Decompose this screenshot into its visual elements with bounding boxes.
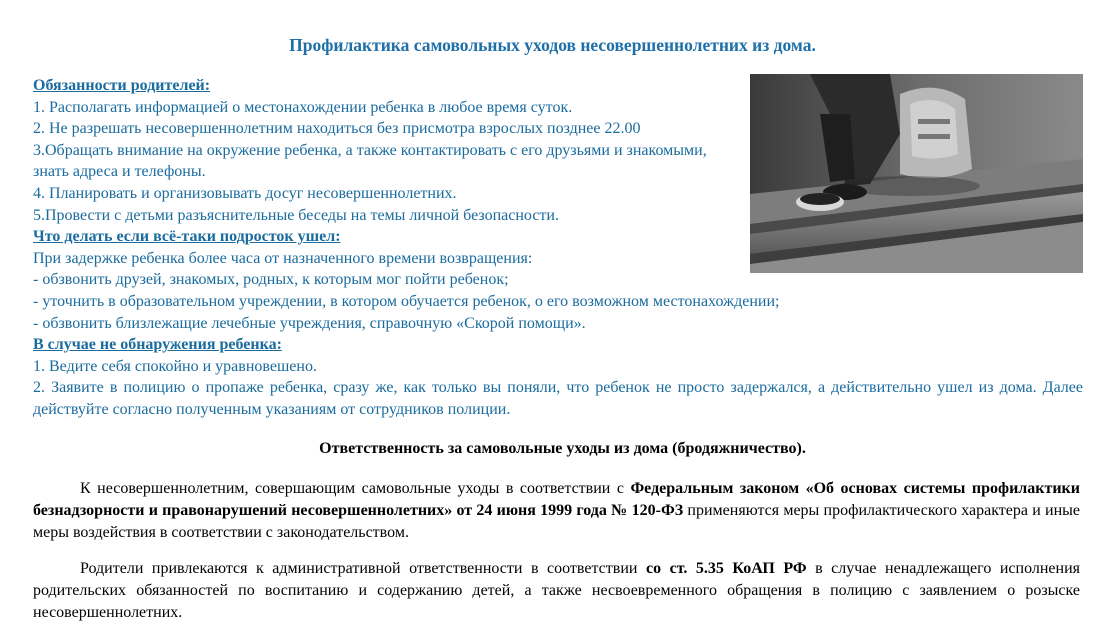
not-found-item: 1. Ведите себя спокойно и уравновешено. <box>33 357 317 375</box>
responsibility-paragraph-parents <box>33 558 1080 624</box>
duty-item: 1. Располагать информацией о местонахождении ребенка в любое время суток. <box>33 98 573 116</box>
paragraph-text: в случае ненадлежащего исполнения родительских обязанностей по воспитанию и содержанию детей, а также несвоевременного обращения в полицию с заявлением о розыске несовершеннолетних. <box>33 560 1080 621</box>
if-left-heading: Что делать если всё-таки подросток ушел: <box>33 228 341 246</box>
federal-law-reference: Федеральным законом «Об основах системы профилактики безнадзорности и правонарушений несовершеннолетних» от 24 июня 1999 года № 120-ФЗ <box>33 480 1080 519</box>
page-title: Профилактика самовольных уходов несовершеннолетних из дома. <box>289 35 816 55</box>
not-found-heading: В случае не обнаружения ребенка: <box>33 336 282 354</box>
not-found-item: 2. Заявите в полицию о пропаже ребенка, сразу же, как только вы поняли, что ребенок не просто задержался, а действительно ушел из дома. Далее действуйте согласно полученным указаниям от сотрудников полиции. <box>33 379 1083 418</box>
paragraph-text: Родители привлекаются к административной ответственности в соответствии <box>80 560 646 577</box>
duty-item: 2. Не разрешать несовершеннолетним находиться без присмотра взрослых позднее 22.00 <box>33 120 641 138</box>
paragraph-text: К несовершеннолетним, совершающим самовольные уходы в соответствии с <box>80 480 631 497</box>
paragraph-text: применяются меры профилактического характера и иные меры воздействия в соответствии с законодательством. <box>33 502 1080 541</box>
if-left-item: - обзвонить близлежащие лечебные учреждения, справочную «Скорой помощи». <box>33 314 586 332</box>
if-left-item: - обзвонить друзей, знакомых, родных, к которым мог пойти ребенок; <box>33 271 509 289</box>
instructions-block <box>33 75 1083 421</box>
duty-item: 5.Провести с детьми разъяснительные беседы на темы личной безопасности. <box>33 206 559 224</box>
duties-heading: Обязанности родителей: <box>33 77 211 94</box>
koap-reference: со ст. 5.35 КоАП РФ <box>645 560 807 577</box>
if-left-item: - уточнить в образовательном учреждении, в котором обучается ребенок, о его возможном местонахождении; <box>33 292 780 310</box>
responsibility-heading: Ответственность за самовольные уходы из дома (бродяжничество). <box>319 440 806 457</box>
duty-item: 3.Обращать внимание на окружение ребенка, а также контактировать с его друзьями и знакомыми, знать адреса и телефоны. <box>33 141 707 181</box>
duty-item: 4. Планировать и организовывать досуг несовершеннолетних. <box>33 184 457 202</box>
responsibility-paragraph-law <box>33 478 1080 544</box>
if-left-item: При задержке ребенка более часа от назначенного времени возвращения: <box>33 249 533 267</box>
